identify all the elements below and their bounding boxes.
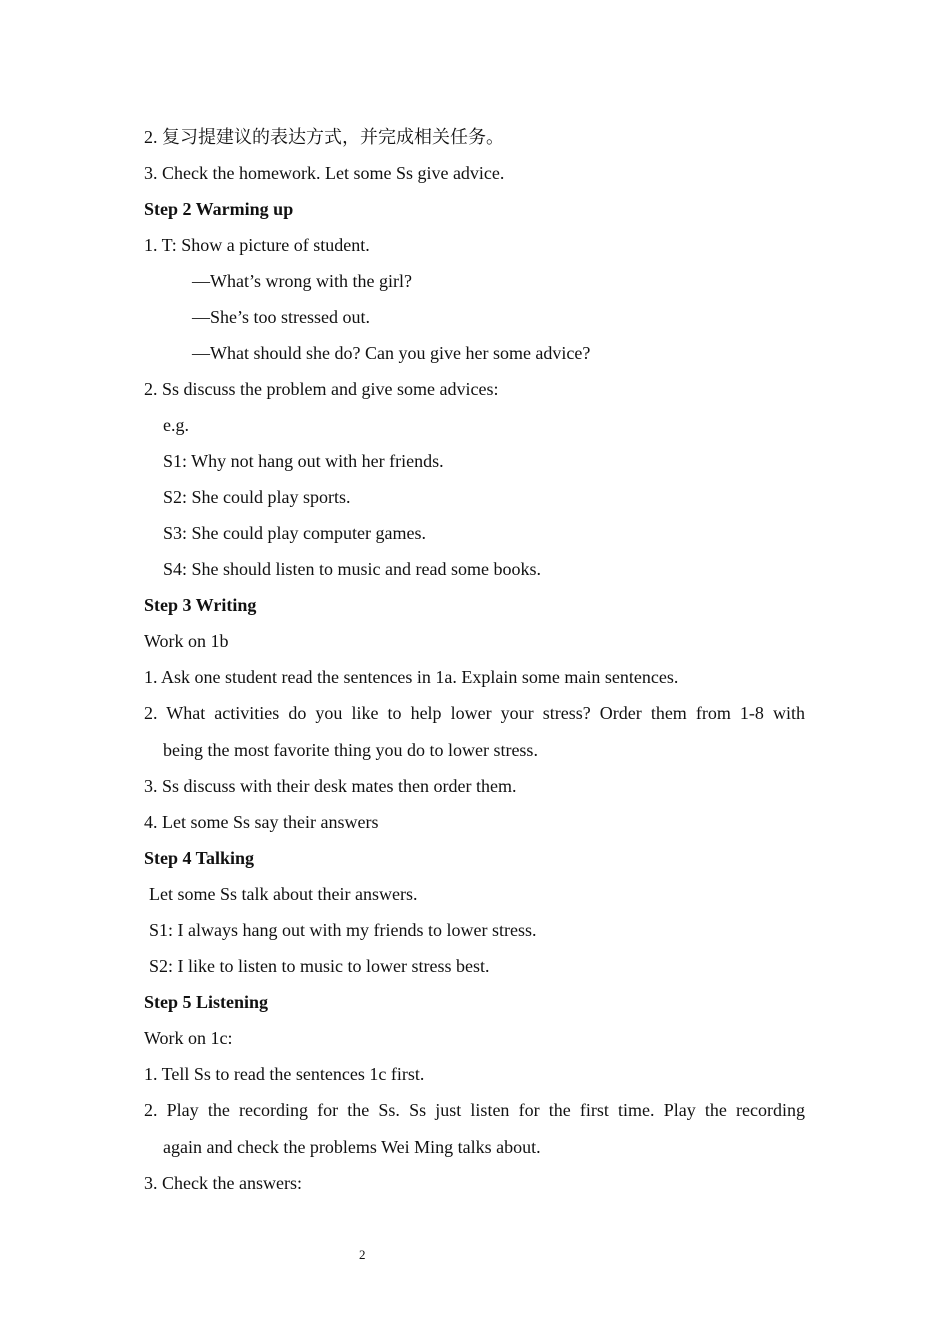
example-s2: S2: She could play sports.	[163, 487, 351, 507]
writing-item-1: 1. Ask one student read the sentences in 1a. Explain some main sentences.	[144, 667, 679, 687]
review-advice-line: 2. 复习提建议的表达方式，并完成相关任务。	[144, 127, 504, 147]
page-number: 2	[359, 1247, 366, 1262]
step-4-heading: Step 4 Talking	[144, 848, 255, 868]
step-5-heading: Step 5 Listening	[144, 992, 269, 1012]
talking-s1: S1: I always hang out with my friends to lower stress.	[149, 920, 537, 940]
talking-s2: S2: I like to listen to music to lower stress best.	[149, 956, 490, 976]
example-s1: S1: Why not hang out with her friends.	[163, 451, 444, 471]
writing-item-2: 2. What activities do you like to help lower your stress? Order them from 1-8 with	[144, 703, 805, 723]
step-2-heading: Step 2 Warming up	[144, 199, 294, 219]
discuss-problem-line: 2. Ss discuss the problem and give some advices:	[144, 379, 499, 399]
work-on-1b: Work on 1b	[144, 631, 229, 651]
check-homework-line: 3. Check the homework. Let some Ss give advice.	[144, 163, 505, 183]
work-on-1c: Work on 1c:	[144, 1028, 233, 1048]
listening-item-3: 3. Check the answers:	[144, 1173, 302, 1193]
example-label: e.g.	[163, 415, 189, 435]
listening-item-1: 1. Tell Ss to read the sentences 1c first.	[144, 1064, 425, 1084]
example-s3: S3: She could play computer games.	[163, 523, 426, 543]
listening-item-2: 2. Play the recording for the Ss. Ss just listen for the first time. Play the recording	[144, 1100, 805, 1120]
example-s4: S4: She should listen to music and read some books.	[163, 559, 541, 579]
dialogue-line-3: —What should she do? Can you give her some advice?	[192, 343, 591, 363]
writing-item-4: 4. Let some Ss say their answers	[144, 812, 379, 832]
dialogue-line-1: —What’s wrong with the girl?	[192, 271, 412, 291]
writing-item-3: 3. Ss discuss with their desk mates then order them.	[144, 776, 517, 796]
step-3-heading: Step 3 Writing	[144, 595, 257, 615]
show-picture-line: 1. T: Show a picture of student.	[144, 235, 370, 255]
talking-intro: Let some Ss talk about their answers.	[149, 884, 418, 904]
dialogue-line-2: —She’s too stressed out.	[192, 307, 370, 327]
listening-item-2-cont: again and check the problems Wei Ming talks about.	[163, 1137, 541, 1157]
writing-item-2-cont: being the most favorite thing you do to lower stress.	[163, 740, 538, 760]
